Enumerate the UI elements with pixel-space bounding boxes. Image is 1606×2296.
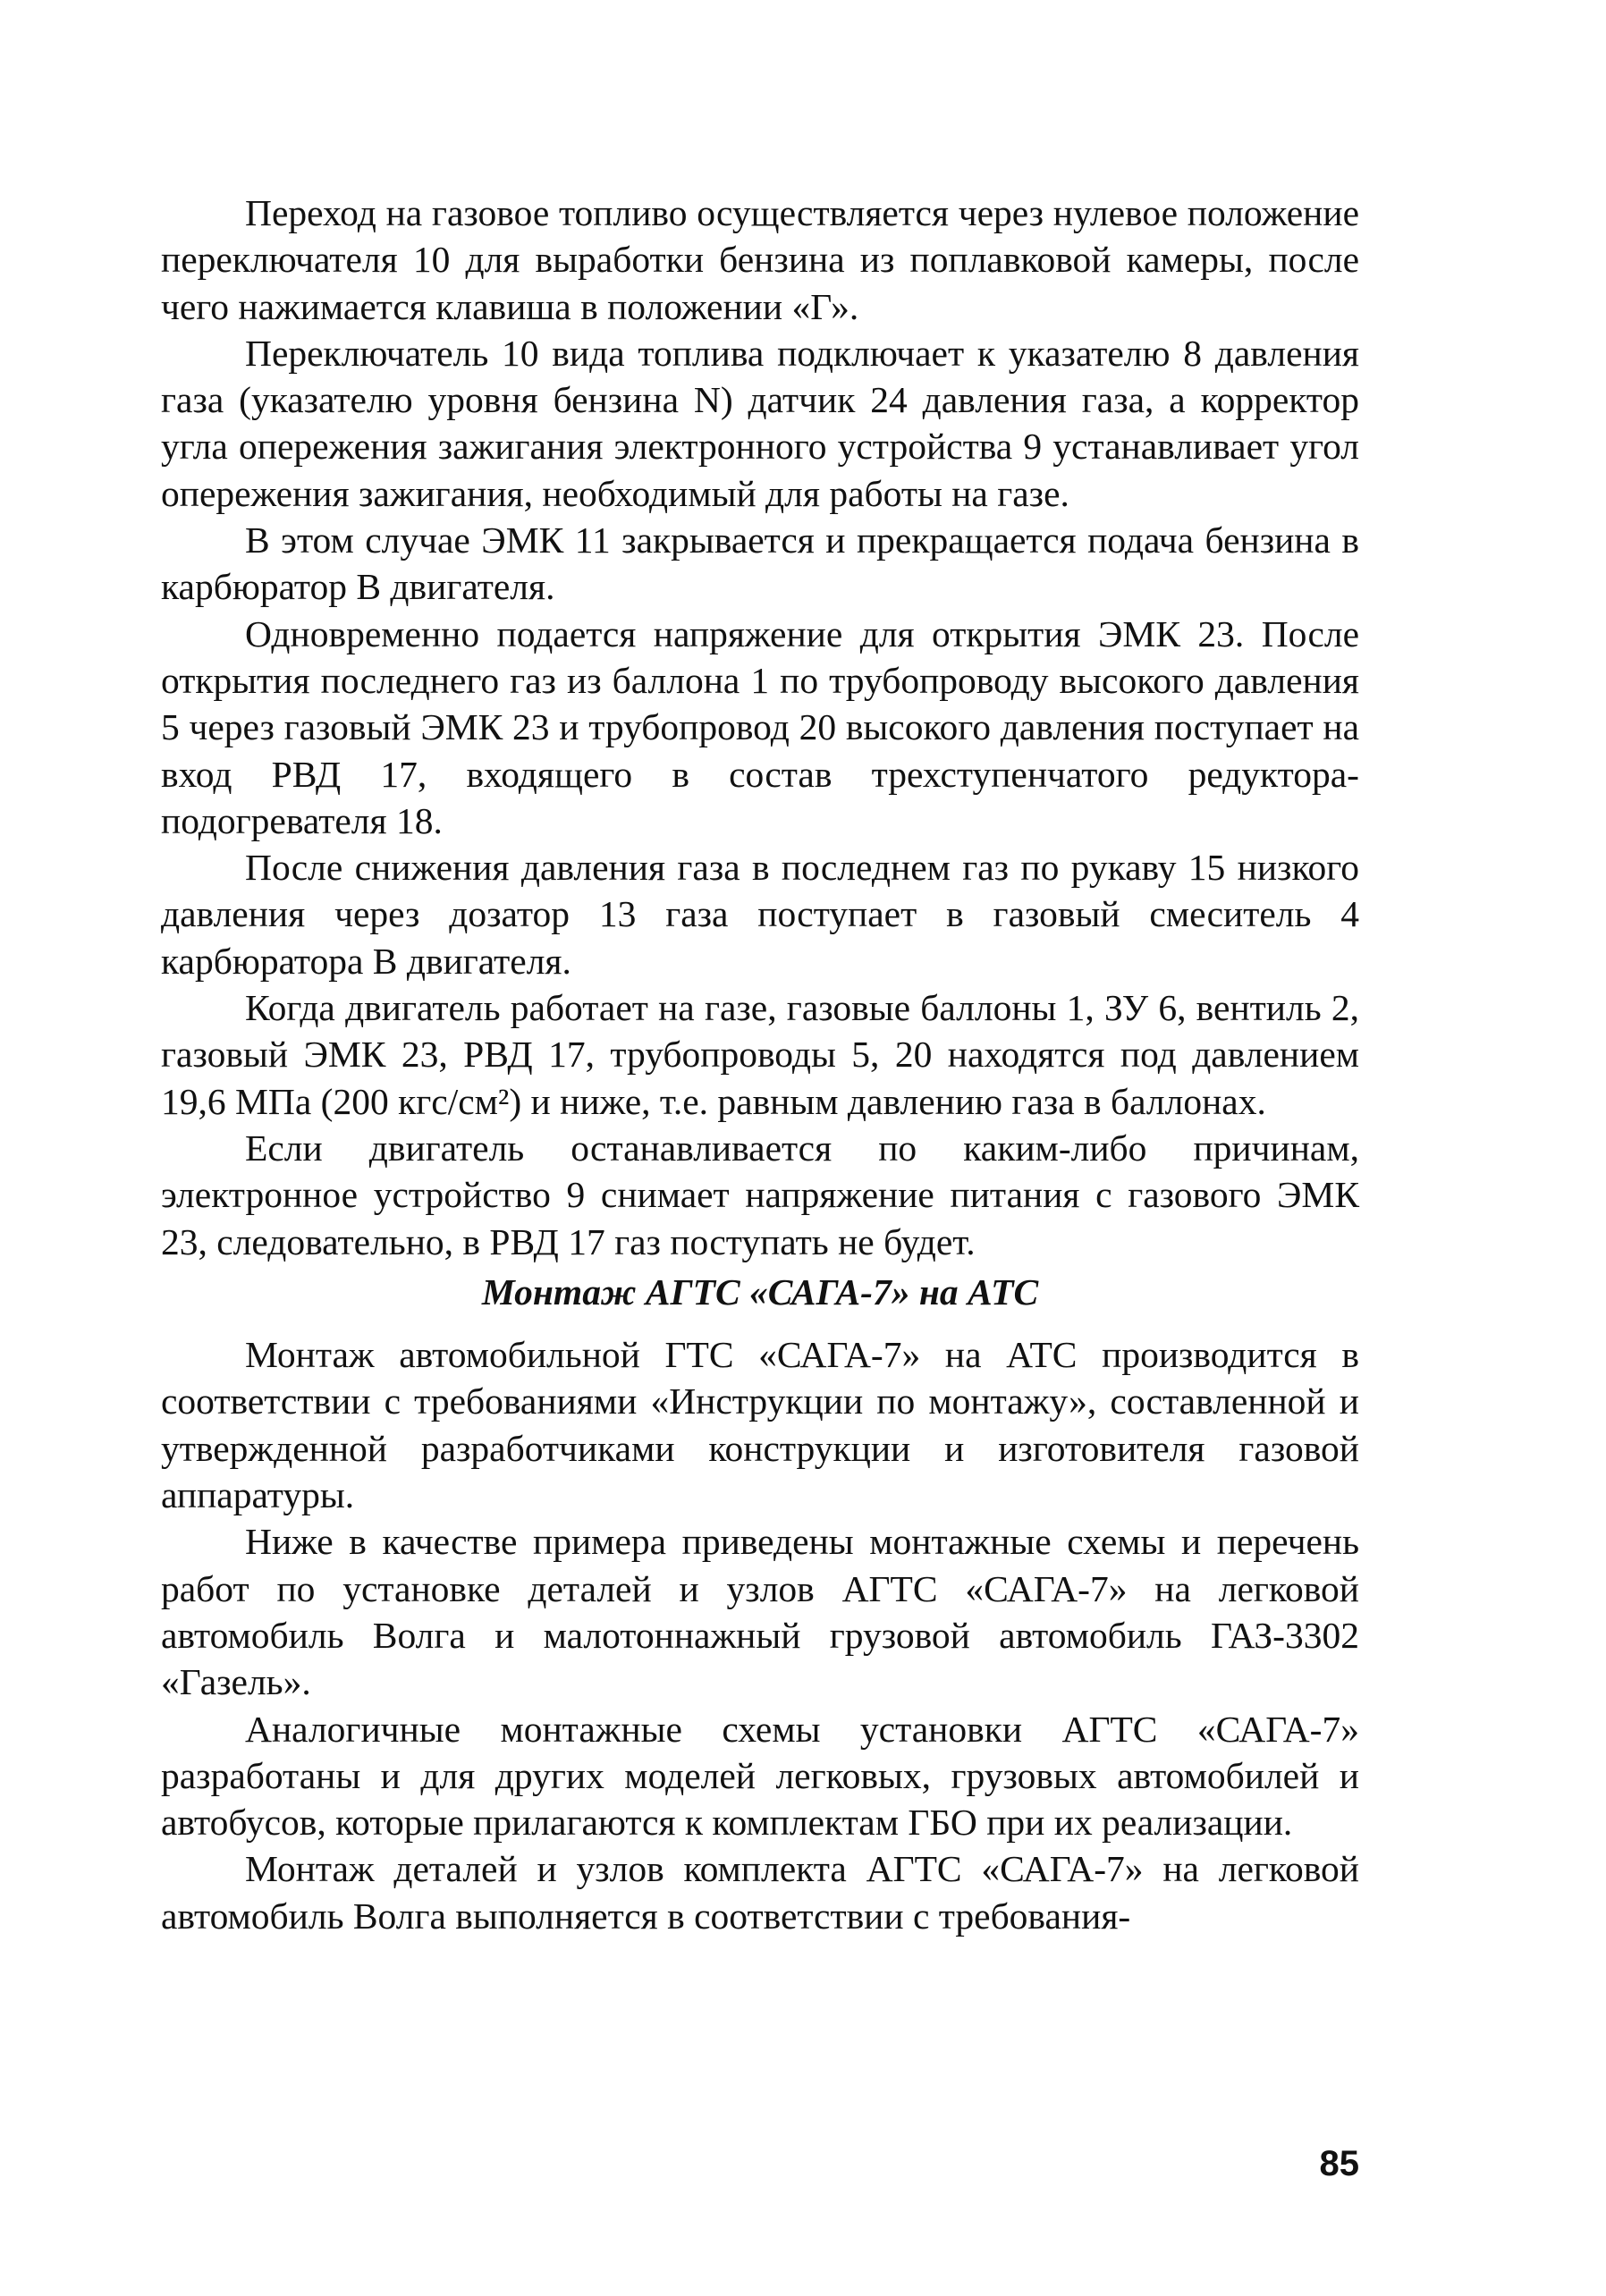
paragraph: Когда двигатель работает на газе, газовые баллоны 1, ЗУ 6, вентиль 2, газовый ЭМК 23, РВД 17, трубопроводы 5, 20 находятся под давлением 19,6 МПа (200 кгс/см²) и ниже, т.е. равным давлению газа в баллонах. bbox=[161, 987, 1359, 1122]
paragraph: Монтаж деталей и узлов комплекта АГТС «САГА-7» на легковой автомобиль Волга выполняется в соответствии с требования- bbox=[161, 1848, 1359, 1937]
paragraph: Одновременно подается напряжение для открытия ЭМК 23. После открытия последнего газ из баллона 1 по трубопроводу высокого давления 5 через газовый ЭМК 23 и трубопровод 20 высокого давления поступает на вход РВД 17, входящего в состав трехступенчатого редуктора-подогревателя 18. bbox=[161, 612, 1359, 841]
paragraph: После снижения давления газа в последнем газ по рукаву 15 низкого давления через дозатор 13 газа поступает в газовый смеситель 4 карбюратора В двигателя. bbox=[161, 847, 1359, 982]
paragraph: Аналогичные монтажные схемы установки АГТС «САГА-7» разработаны и для других моделей легковых, грузовых автомобилей и автобусов, которые прилагаются к комплектам ГБО при их реализации. bbox=[161, 1708, 1359, 1844]
paragraph: Монтаж автомобильной ГТС «САГА-7» на АТС производится в соответствии с требованиями «Инструкции по монтажу», составленной и утвержденной разработчиками конструкции и изготовителя газовой аппаратуры. bbox=[161, 1334, 1359, 1516]
section-heading: Монтаж АГТС «САГА-7» на АТС bbox=[481, 1270, 1039, 1313]
paragraph: Если двигатель останавливается по каким-либо причинам, электронное устройство 9 снимает напряжение питания с газового ЭМК 23, следовательно, в РВД 17 газ поступать не будет. bbox=[161, 1127, 1359, 1262]
paragraph: Переход на газовое топливо осуществляется через нулевое положение переключателя 10 для выработки бензина из поплавковой камеры, после чего нажимается клавиша в положении «Г». bbox=[161, 192, 1359, 327]
paragraph: В этом случае ЭМК 11 закрывается и прекращается подача бензина в карбюратор В двигателя. bbox=[161, 519, 1359, 608]
paragraph: Переключатель 10 вида топлива подключает к указателю 8 давления газа (указателю уровня бензина N) датчик 24 давления газа, а корректор угла опережения зажигания электронного устройства 9 устанавливает угол опережения зажигания, необходимый для работы на газе. bbox=[161, 332, 1359, 514]
page-number: 85 bbox=[1319, 2144, 1359, 2183]
paragraph: Ниже в качестве примера приведены монтажные схемы и перечень работ по установке деталей и узлов АГТС «САГА-7» на легковой автомобиль Волга и малотоннажный грузовой автомобиль ГАЗ-3302 «Газель». bbox=[161, 1521, 1359, 1703]
body-text bbox=[161, 190, 1359, 1939]
